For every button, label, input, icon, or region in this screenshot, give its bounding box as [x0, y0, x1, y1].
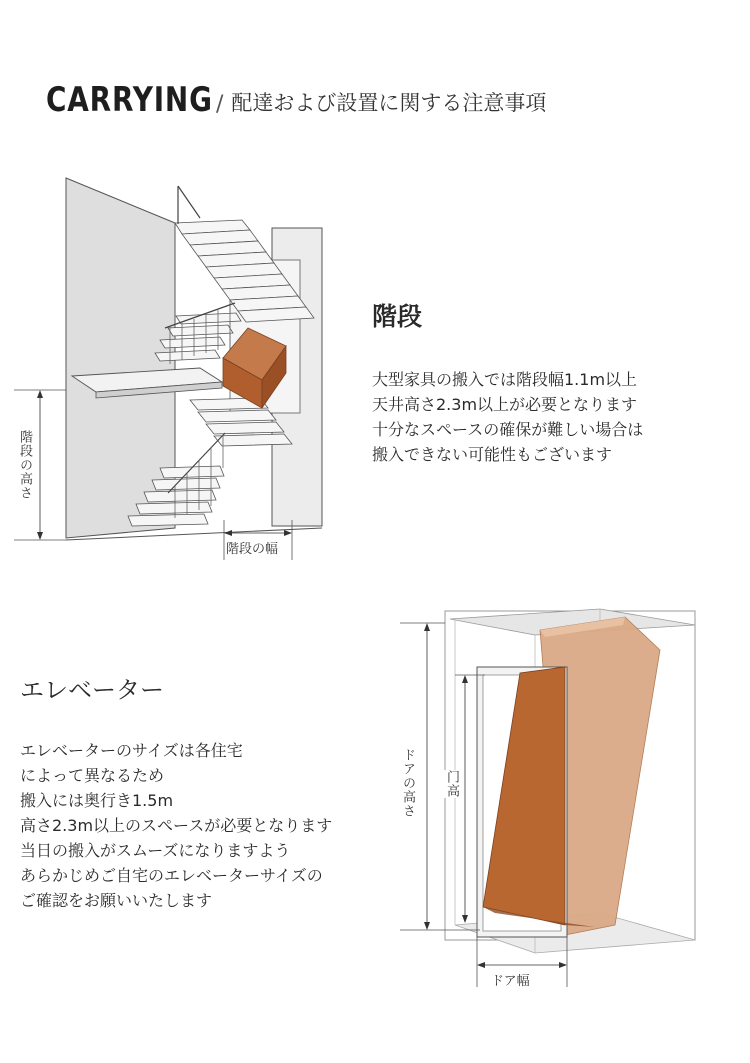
elevator-line-4: 高さ2.3m以上のスペースが必要となります	[20, 816, 333, 835]
page-header	[46, 76, 546, 120]
elevator-line-6: あらかじめご自宅のエレベーターサイズの	[20, 866, 323, 885]
elevator-line-1: エレベーターのサイズは各住宅	[20, 741, 243, 760]
brand-title: CARRYING	[46, 80, 213, 120]
elevator-line-5: 当日の搬入がスムーズになりますよう	[20, 841, 291, 860]
elevator-line-3: 搬入には奥行き1.5m	[20, 791, 174, 810]
stairs-description	[372, 367, 643, 467]
elevator-line-2: によって異なるため	[20, 766, 165, 785]
elevator-description	[20, 738, 332, 913]
stairs-line-4: 搬入できない可能性もございます	[372, 445, 613, 464]
gate-height-label: 门高	[444, 770, 459, 798]
stairs-title: 階段	[372, 302, 423, 331]
stairs-line-3: 十分なスペースの確保が難しい場合は	[372, 420, 644, 439]
elevator-line-7: ご確認をお願いいたします	[20, 891, 213, 910]
door-height-label: ドアの高さ	[400, 748, 415, 818]
page-subtitle: 配達および設置に関する注意事項	[231, 91, 547, 115]
stairs-height-label: 階段の高さ	[17, 430, 32, 500]
stairs-line-1: 大型家具の搬入では階段幅1.1m以上	[372, 370, 638, 389]
stairs-width-label: 階段の幅	[226, 538, 278, 557]
stairs-illustration	[10, 168, 350, 568]
title-separator: /	[216, 92, 224, 117]
door-width-label: ドア幅	[491, 970, 530, 989]
elevator-title: エレベーター	[20, 676, 164, 704]
stairs-line-2: 天井高さ2.3m以上が必要となります	[372, 395, 638, 414]
